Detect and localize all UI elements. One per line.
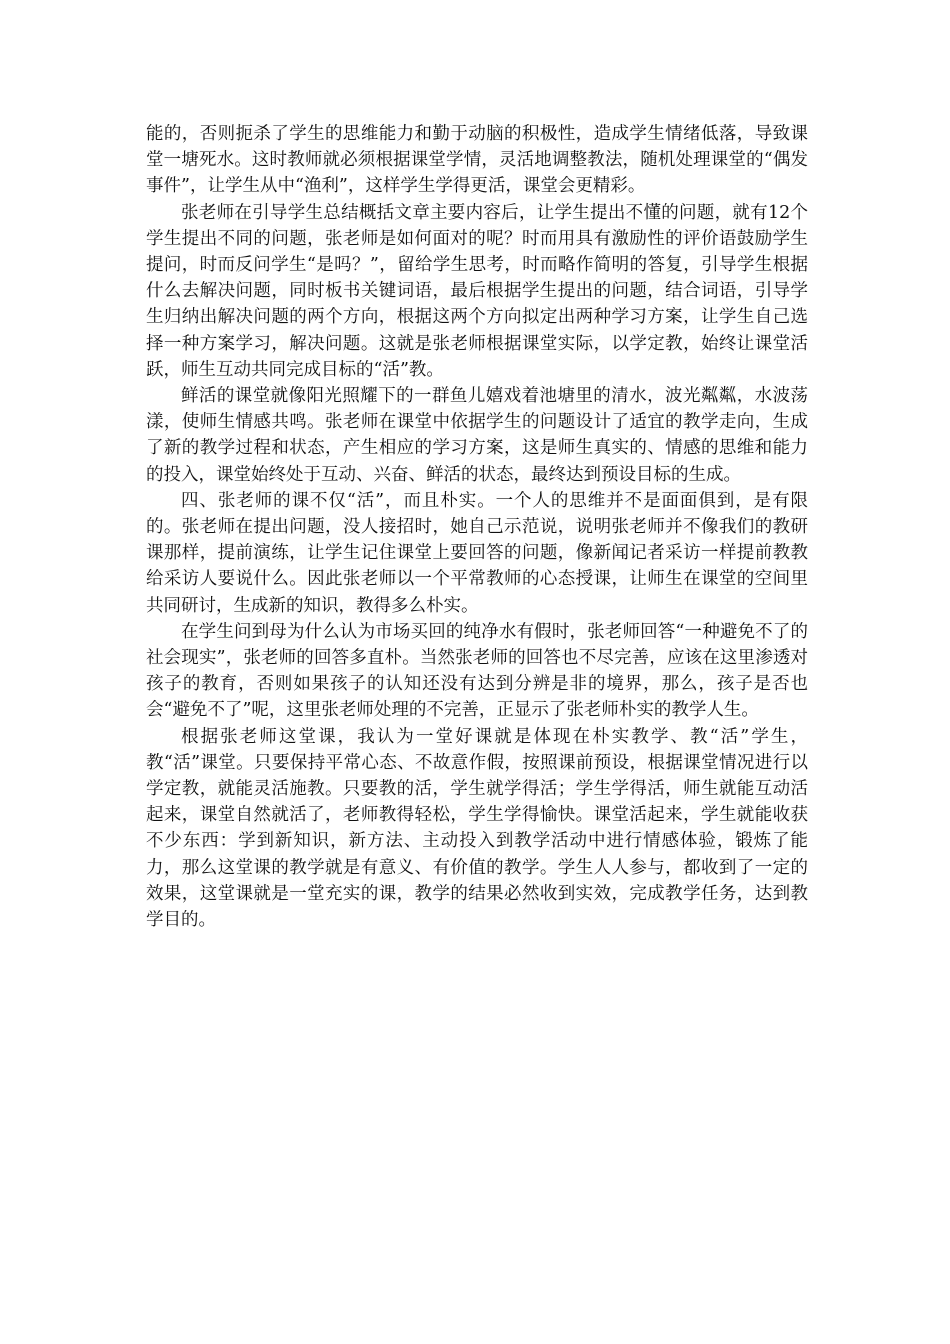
paragraph-2: 张老师在引导学生总结概括文章主要内容后，让学生提出不懂的问题，就有12个学生提出不同的问题，张老师是如何面对的呢？时而用具有激励性的评价语鼓励学生提问，时而反问学生“是吗？”，留给学生思考，时而略作简明的答复，引导学生根据什么去解决问题，同时板书关键词语，最后根据学生提出的问题，结合词语，引导学生归纳出解决问题的两个方向，根据这两个方向拟定出两种学习方案，让学生自己选择一种方案学习，解决问题。这就是张老师根据课堂实际，以学定教，始终让课堂活跃，师生互动共同完成目标的“活”教。: [146, 202, 808, 380]
paragraph-1: 能的，否则扼杀了学生的思维能力和勤于动脑的积极性，造成学生情绪低落，导致课堂一塘死水。这时教师就必须根据课堂学情，灵活地调整教法，随机处理课堂的“偶发事件”，让学生从中“渔利”，这样学生学得更活，课堂会更精彩。: [146, 124, 808, 197]
paragraph-4: 四、张老师的课不仅“活”，而且朴实。一个人的思维并不是面面俱到，是有限的。张老师在提出问题，没人接招时，她自己示范说，说明张老师并不像我们的教研课那样，提前演练，让学生记住课堂上要回答的问题，像新闻记者采访一样提前教教给采访人要说什么。因此张老师以一个平常教师的心态授课，让师生在课堂的空间里共同研讨，生成新的知识，教得多么朴实。: [146, 490, 808, 616]
paragraph-5: 在学生问到母为什么认为市场买回的纯净水有假时，张老师回答“一种避免不了的社会现实”，张老师的回答多直朴。当然张老师的回答也不尽完善，应该在这里渗透对孩子的教育，否则如果孩子的认知还没有达到分辨是非的境界，那么，孩子是否也会“避免不了”呢，这里张老师处理的不完善，正显示了张老师朴实的教学人生。: [146, 621, 808, 721]
paragraph-6: 根据张老师这堂课，我认为一堂好课就是体现在朴实教学、教“活”学生，教“活”课堂。只要保持平常心态、不故意作假，按照课前预设，根据课堂情况进行以学定教，就能灵活施教。只要教的活，学生就学得活；学生学得活，师生就能互动活起来，课堂自然就活了，老师教得轻松，学生学得愉快。课堂活起来，学生就能收获不少东西：学到新知识，新方法、主动投入到教学活动中进行情感体验，锻炼了能力，那么这堂课的教学就是有意义、有价值的教学。学生人人参与，都收到了一定的效果，这堂课就是一堂充实的课，教学的结果必然收到实效，完成教学任务，达到教学目的。: [146, 726, 808, 931]
paragraph-3: 鲜活的课堂就像阳光照耀下的一群鱼儿嬉戏着池塘里的清水，波光粼粼，水波荡漾，使师生情感共鸣。张老师在课堂中依据学生的问题设计了适宜的教学走向，生成了新的教学过程和状态，产生相应的学习方案，这是师生真实的、情感的思维和能力的投入，课堂始终处于互动、兴奋、鲜活的状态，最终达到预设目标的生成。: [146, 386, 808, 485]
document-body: [146, 121, 808, 933]
